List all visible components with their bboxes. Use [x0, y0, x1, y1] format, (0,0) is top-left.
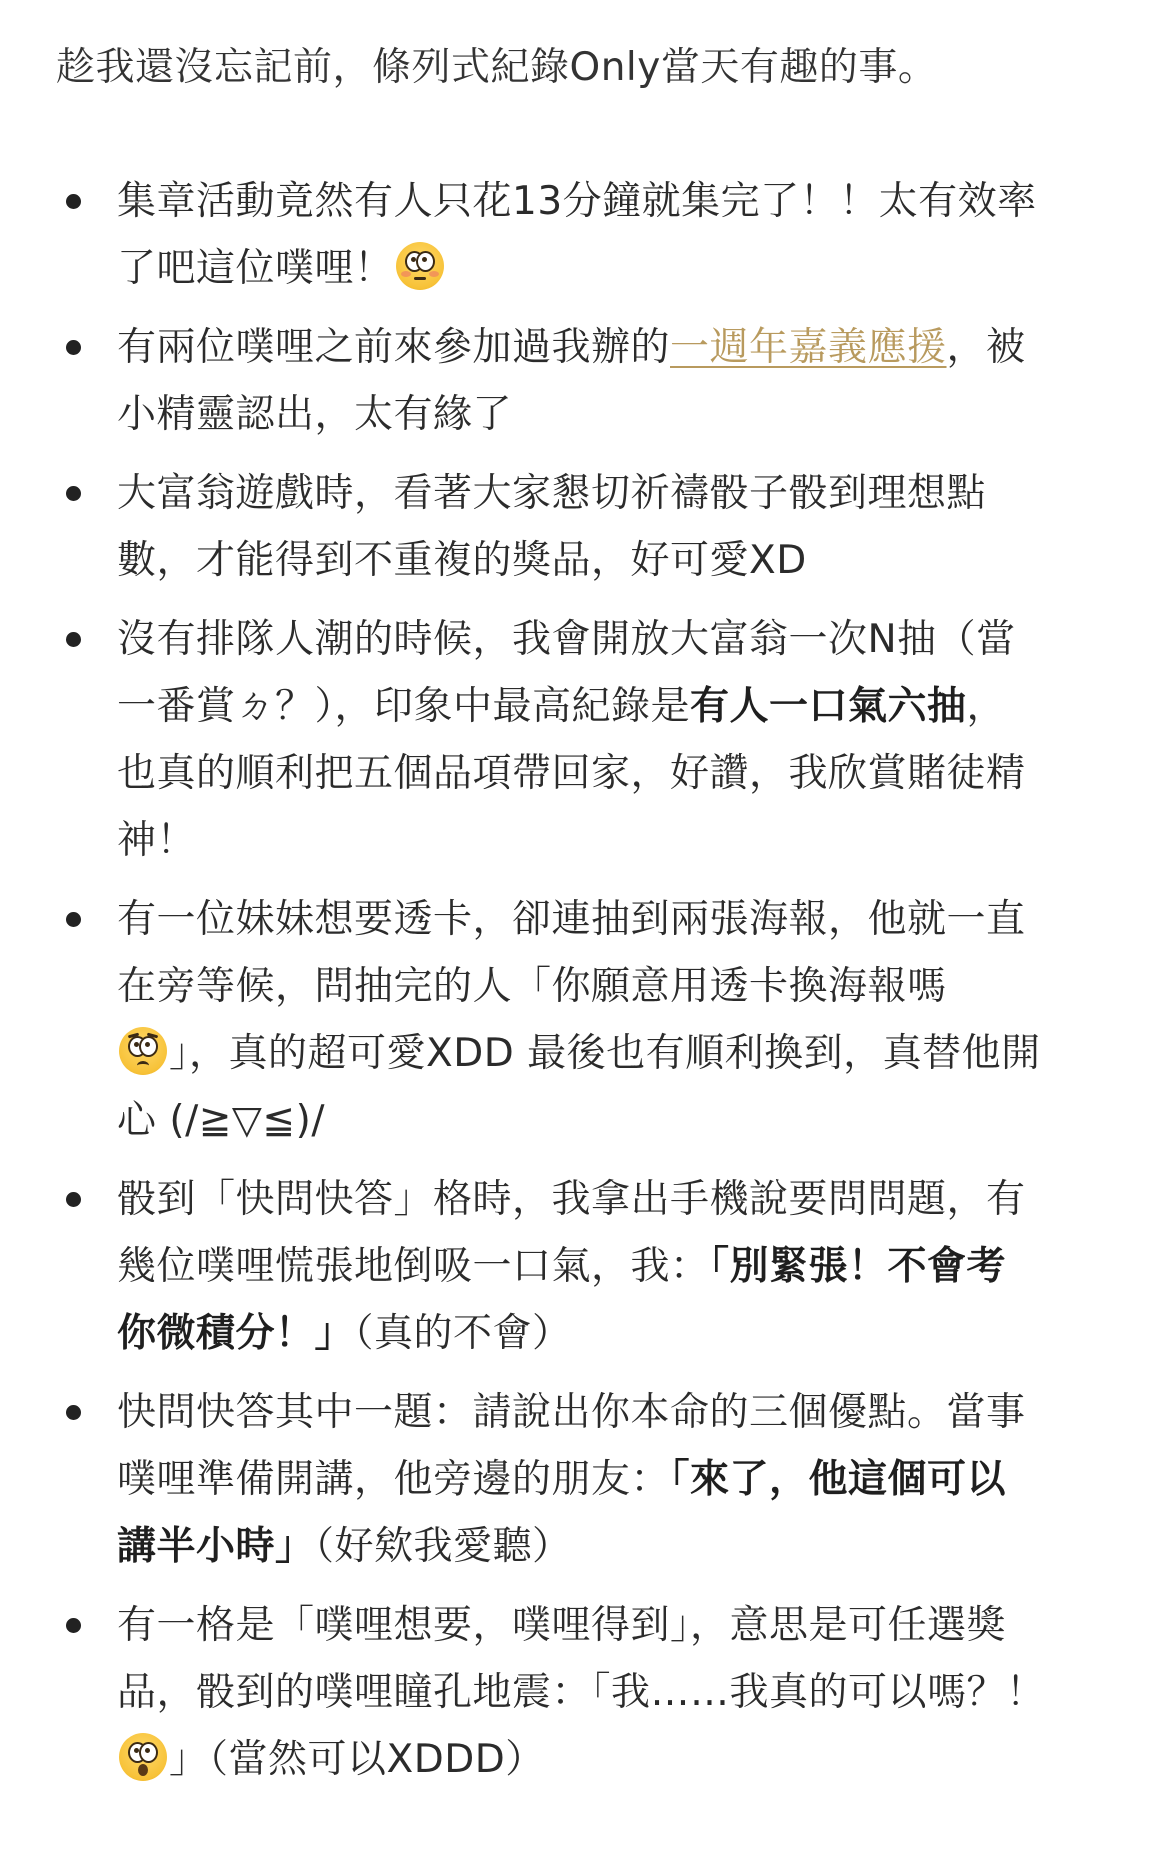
item-text: 有兩位噗哩之前來參加過我辦的	[117, 325, 671, 370]
item-line: 有一位妹妹想要透卡，卻連抽到兩張海報，他就一直	[117, 897, 1026, 942]
bold-highlight: 「來了，他這個可以	[670, 1457, 1007, 1502]
item-line: 骰到「快問快答」格時，我拿出手機說要問問題，有	[117, 1177, 1026, 1222]
list-item	[0, 168, 1170, 302]
hushed-face-icon	[119, 1733, 167, 1781]
bullet-dot	[66, 1618, 81, 1633]
item-line: 有一格是「噗哩想要，噗哩得到」，意思是可任選獎	[117, 1603, 1007, 1648]
bullet-list	[0, 168, 1170, 1805]
item-line: 也真的順利把五個品項帶回家，好讚，我欣賞賭徒精	[117, 751, 1026, 796]
item-line	[117, 1300, 1110, 1367]
bullet-dot	[66, 912, 81, 927]
item-text: 一番賞ㄉ？），印象中最高紀錄是	[117, 684, 691, 729]
item-text: （真的不會）	[354, 1311, 572, 1356]
bullet-dot	[66, 1192, 81, 1207]
item-line: 沒有排隊人潮的時候，我會開放大富翁一次N抽（當	[117, 617, 1016, 662]
item-text: 了吧這位噗哩！	[117, 246, 394, 291]
item-line	[117, 314, 1110, 381]
bullet-dot	[66, 194, 81, 209]
bold-highlight: 有人一口氣六抽	[690, 684, 967, 729]
bullet-dot	[66, 486, 81, 501]
item-line: 在旁等候，問抽完的人「你願意用透卡換海報嗎	[117, 964, 947, 1009]
bold-highlight: 你微積分！」	[117, 1311, 355, 1356]
list-item	[0, 460, 1170, 594]
item-line: 數，才能得到不重複的獎品，好可愛XD	[117, 538, 807, 583]
list-item	[0, 1592, 1170, 1793]
item-line: 集章活動竟然有人只花13分鐘就集完了！！太有效率	[117, 179, 1037, 224]
item-line: 心 (/≧▽≦)/	[117, 1098, 325, 1143]
item-line	[117, 1233, 1110, 1300]
item-text: ，被	[946, 325, 1026, 370]
item-line: 快問快答其中一題：請說出你本命的三個優點。當事	[117, 1390, 1026, 1435]
list-item	[0, 606, 1170, 874]
list-item	[0, 886, 1170, 1154]
item-line	[117, 1513, 1110, 1580]
bullet-dot	[66, 1405, 81, 1420]
item-text: 」，真的超可愛XDD 最後也有順利換到，真替他開	[169, 1031, 1041, 1076]
item-text: 幾位噗哩慌張地倒吸一口氣，我：	[117, 1244, 710, 1289]
list-item	[0, 314, 1170, 448]
item-line	[117, 1726, 1110, 1793]
item-text: 」（當然可以XDDD）	[169, 1737, 545, 1782]
item-line: 大富翁遊戲時，看著大家懇切祈禱骰子骰到理想點	[117, 471, 987, 516]
bold-highlight: 「別緊張！不會考	[709, 1244, 1007, 1289]
intro-paragraph: 趁我還沒忘記前，條列式紀錄Only當天有趣的事。	[56, 45, 938, 90]
item-line	[117, 235, 1110, 302]
list-item	[0, 1166, 1170, 1367]
bold-highlight: 講半小時」	[117, 1524, 315, 1569]
item-text: （好欸我愛聽）	[314, 1524, 572, 1569]
item-line	[117, 1446, 1110, 1513]
item-line: 品，骰到的噗哩瞳孔地震：「我……我真的可以嗎？！	[117, 1670, 1046, 1715]
pleading-face-icon	[119, 1027, 167, 1075]
item-text: ，	[966, 684, 1007, 729]
event-link[interactable]: 一週年嘉義應援	[670, 325, 947, 370]
item-line	[117, 1020, 1110, 1087]
item-line: 小精靈認出，太有緣了	[117, 392, 513, 437]
flushed-face-icon	[396, 242, 444, 290]
item-line	[117, 673, 1110, 740]
item-line: 神！	[117, 818, 197, 863]
bullet-dot	[66, 340, 81, 355]
bullet-dot	[66, 632, 81, 647]
list-item	[0, 1379, 1170, 1580]
item-text: 噗哩準備開講，他旁邊的朋友：	[117, 1457, 671, 1502]
